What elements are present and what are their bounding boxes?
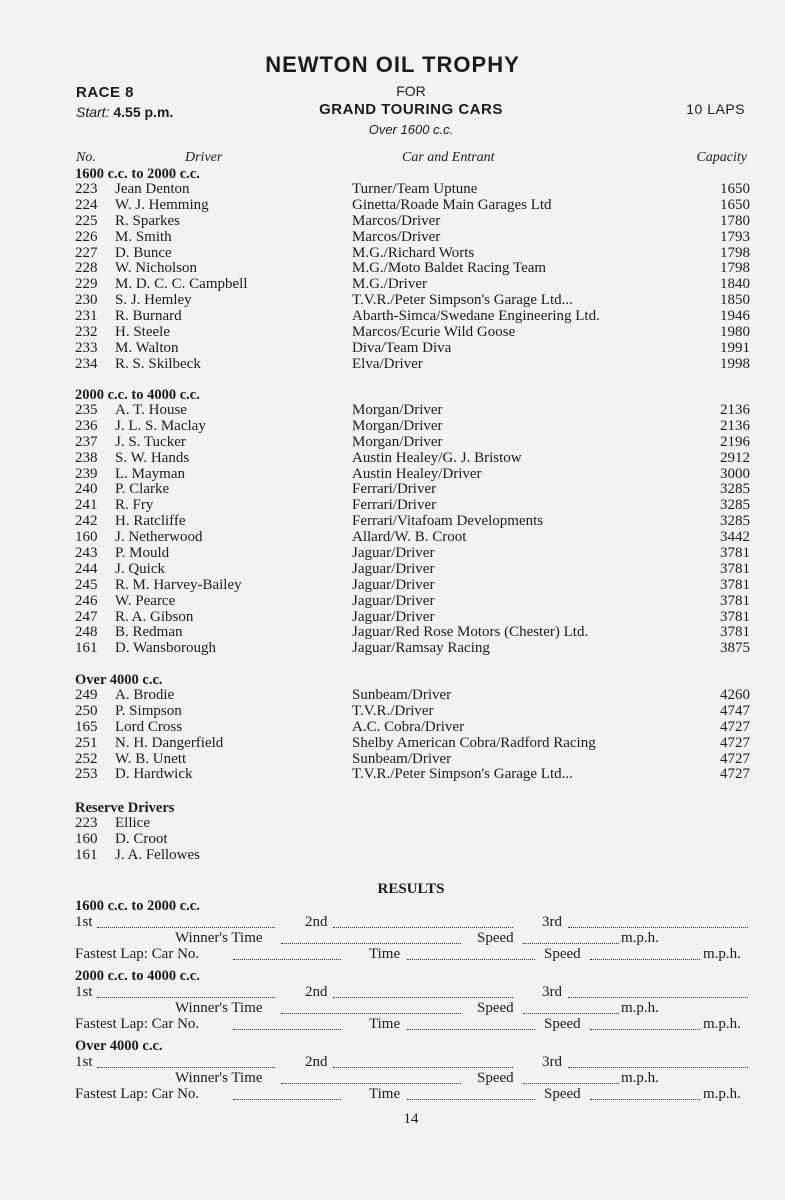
driver-name: W. B. Unett bbox=[115, 750, 187, 767]
fastest-lap-time-field[interactable] bbox=[407, 946, 535, 960]
driver-name: R. Fry bbox=[115, 497, 154, 514]
car-number: 233 bbox=[75, 339, 98, 356]
time-label: Time bbox=[369, 1086, 401, 1102]
driver-name: M. Walton bbox=[115, 339, 179, 356]
results-placings-line bbox=[75, 984, 750, 1000]
car-entrant: Jaguar/Driver bbox=[352, 592, 435, 609]
entry-row bbox=[75, 214, 750, 230]
car-number: 165 bbox=[75, 718, 98, 735]
car-number: 247 bbox=[75, 608, 98, 625]
car-entrant: M.G./Richard Worts bbox=[352, 244, 475, 261]
second-label: 2nd bbox=[305, 984, 328, 1000]
entry-row bbox=[75, 625, 750, 641]
entry-row bbox=[75, 482, 750, 498]
engine-capacity: 2196 bbox=[720, 433, 750, 450]
winners-time-label: Winner's Time bbox=[175, 1000, 263, 1016]
engine-capacity: 3285 bbox=[720, 497, 750, 514]
second-label: 2nd bbox=[305, 914, 328, 930]
entry-row bbox=[75, 688, 750, 704]
car-number: 239 bbox=[75, 465, 98, 482]
car-number: 223 bbox=[75, 815, 98, 831]
entry-row bbox=[75, 736, 750, 752]
entry-row bbox=[75, 610, 750, 626]
engine-capacity: 3781 bbox=[720, 592, 750, 609]
car-entrant: Turner/Team Uptune bbox=[352, 181, 478, 197]
entry-row bbox=[75, 641, 750, 657]
car-number: 230 bbox=[75, 292, 98, 309]
entry-row bbox=[75, 562, 750, 578]
results-class-title: 1600 c.c. to 2000 c.c. bbox=[75, 898, 200, 914]
driver-name: P. Simpson bbox=[115, 702, 182, 719]
engine-capacity: 3285 bbox=[720, 481, 750, 498]
fastest-lap-car-field[interactable] bbox=[233, 946, 341, 960]
second-place-field[interactable] bbox=[333, 914, 513, 928]
reserve-row bbox=[75, 832, 375, 848]
entry-row bbox=[75, 704, 750, 720]
mph-label: m.p.h. bbox=[703, 946, 741, 962]
driver-name: W. J. Hemming bbox=[115, 196, 209, 213]
results-placings-line bbox=[75, 914, 750, 930]
engine-capacity: 1980 bbox=[720, 324, 750, 341]
first-label: 1st bbox=[75, 914, 93, 930]
entry-row bbox=[75, 467, 750, 483]
engine-capacity: 1840 bbox=[720, 276, 750, 293]
speed-label: Speed bbox=[544, 1016, 581, 1032]
results-winner-line bbox=[75, 1000, 750, 1016]
car-number: 232 bbox=[75, 324, 98, 341]
results-winner-line bbox=[75, 1070, 750, 1086]
entry-row bbox=[75, 277, 750, 293]
winners-time-field[interactable] bbox=[281, 1000, 461, 1014]
car-number: 228 bbox=[75, 260, 98, 277]
column-header-car: Car and Entrant bbox=[402, 150, 495, 165]
results-winner-line bbox=[75, 930, 750, 946]
fastest-lap-car-field[interactable] bbox=[233, 1016, 341, 1030]
driver-name: D. Hardwick bbox=[115, 766, 193, 783]
driver-name: J. Netherwood bbox=[115, 529, 203, 546]
driver-name: A. T. House bbox=[115, 402, 187, 418]
entry-row bbox=[75, 419, 750, 435]
car-number: 229 bbox=[75, 276, 98, 293]
engine-capacity: 1998 bbox=[720, 355, 750, 372]
car-number: 248 bbox=[75, 624, 98, 641]
fastest-lap-label: Fastest Lap: Car No. bbox=[75, 1016, 200, 1032]
car-entrant: Ferrari/Driver bbox=[352, 497, 437, 514]
driver-name: P. Mould bbox=[115, 545, 170, 562]
car-number: 243 bbox=[75, 545, 98, 562]
for-label: FOR bbox=[396, 83, 426, 99]
engine-capacity: 3781 bbox=[720, 560, 750, 577]
engine-capacity: 3875 bbox=[720, 640, 750, 657]
driver-name: D. Croot bbox=[115, 830, 168, 847]
car-number: 245 bbox=[75, 576, 98, 593]
driver-name: R. Sparkes bbox=[115, 212, 180, 229]
car-entrant: Jaguar/Red Rose Motors (Chester) Ltd. bbox=[352, 624, 589, 641]
driver-name: B. Redman bbox=[115, 624, 183, 641]
car-entrant: Jaguar/Ramsay Racing bbox=[352, 640, 490, 657]
car-entrant: Sunbeam/Driver bbox=[352, 750, 452, 767]
entry-row bbox=[75, 182, 750, 198]
car-entrant: Jaguar/Driver bbox=[352, 576, 435, 593]
time-label: Time bbox=[369, 946, 401, 962]
car-number: 242 bbox=[75, 513, 98, 530]
entry-row bbox=[75, 498, 750, 514]
engine-capacity: 2136 bbox=[720, 402, 750, 418]
entry-row bbox=[75, 325, 750, 341]
entry-row bbox=[75, 546, 750, 562]
car-entrant: Jaguar/Driver bbox=[352, 545, 435, 562]
car-number: 235 bbox=[75, 402, 98, 418]
section-title: Over 4000 c.c. bbox=[75, 672, 163, 688]
reserve-title: Reserve Drivers bbox=[75, 800, 175, 816]
car-number: 224 bbox=[75, 196, 98, 213]
capacity-note: Over 1600 c.c. bbox=[368, 122, 454, 137]
car-entrant: M.G./Driver bbox=[352, 276, 427, 293]
car-number: 231 bbox=[75, 308, 98, 325]
winners-time-field[interactable] bbox=[281, 930, 461, 944]
results-placings-line bbox=[75, 1054, 750, 1070]
driver-name: Lord Cross bbox=[115, 718, 183, 735]
car-number: 240 bbox=[75, 481, 98, 498]
driver-name: Ellice bbox=[115, 815, 150, 831]
entry-row bbox=[75, 403, 750, 419]
third-label: 3rd bbox=[542, 984, 562, 1000]
engine-capacity: 1991 bbox=[720, 339, 750, 356]
engine-capacity: 4727 bbox=[720, 766, 750, 783]
driver-name: H. Ratcliffe bbox=[115, 513, 186, 530]
driver-name: S. W. Hands bbox=[115, 449, 190, 466]
car-entrant: Austin Healey/G. J. Bristow bbox=[352, 449, 522, 466]
driver-name: J. A. Fellowes bbox=[115, 846, 201, 863]
speed-label: Speed bbox=[477, 930, 514, 946]
speed-label: Speed bbox=[544, 946, 581, 962]
laps-count: 10 LAPS bbox=[686, 101, 745, 117]
car-entrant: Abarth-Simca/Swedane Engineering Ltd. bbox=[352, 308, 600, 325]
car-entrant: Morgan/Driver bbox=[352, 402, 443, 418]
results-block-over-4000 bbox=[75, 1038, 750, 1102]
engine-capacity: 3000 bbox=[720, 465, 750, 482]
results-fastest-lap-line bbox=[75, 946, 750, 962]
engine-capacity: 3781 bbox=[720, 576, 750, 593]
engine-capacity: 1650 bbox=[720, 196, 750, 213]
third-place-field[interactable] bbox=[568, 984, 748, 998]
first-place-field[interactable] bbox=[97, 1054, 275, 1068]
winner-speed-field[interactable] bbox=[523, 1000, 619, 1014]
fastest-lap-speed-field[interactable] bbox=[590, 1086, 700, 1100]
driver-name: A. Brodie bbox=[115, 687, 175, 703]
driver-name: W. Pearce bbox=[115, 592, 176, 609]
results-title: RESULTS bbox=[377, 881, 445, 897]
car-entrant: Ferrari/Vitafoam Developments bbox=[352, 513, 544, 530]
speed-label: Speed bbox=[544, 1086, 581, 1102]
driver-name: M. Smith bbox=[115, 228, 172, 245]
car-number: 223 bbox=[75, 181, 98, 197]
entry-row bbox=[75, 435, 750, 451]
engine-capacity: 3781 bbox=[720, 624, 750, 641]
driver-name: M. D. C. C. Campbell bbox=[115, 276, 248, 293]
car-entrant: A.C. Cobra/Driver bbox=[352, 718, 465, 735]
engine-capacity: 3781 bbox=[720, 608, 750, 625]
car-entrant: Ginetta/Roade Main Garages Ltd bbox=[352, 196, 552, 213]
entry-section-1600-2000 bbox=[75, 166, 750, 373]
driver-name: N. H. Dangerfield bbox=[115, 734, 224, 751]
entry-row bbox=[75, 230, 750, 246]
second-place-field[interactable] bbox=[333, 984, 513, 998]
section-title: 2000 c.c. to 4000 c.c. bbox=[75, 387, 200, 403]
car-entrant: Austin Healey/Driver bbox=[352, 465, 482, 482]
entry-row bbox=[75, 246, 750, 262]
car-entrant: Sunbeam/Driver bbox=[352, 687, 452, 703]
entry-row bbox=[75, 578, 750, 594]
entry-row bbox=[75, 261, 750, 277]
entry-row bbox=[75, 514, 750, 530]
car-number: 249 bbox=[75, 687, 98, 703]
time-label: Time bbox=[369, 1016, 401, 1032]
column-header-no: No. bbox=[76, 150, 96, 165]
column-header-capacity: Capacity bbox=[696, 150, 747, 165]
results-fastest-lap-line bbox=[75, 1016, 750, 1032]
car-number: 250 bbox=[75, 702, 98, 719]
entry-row bbox=[75, 341, 750, 357]
mph-label: m.p.h. bbox=[703, 1086, 741, 1102]
car-entrant: Marcos/Driver bbox=[352, 228, 441, 245]
fastest-lap-label: Fastest Lap: Car No. bbox=[75, 946, 200, 962]
race-class-name: GRAND TOURING CARS bbox=[319, 101, 503, 118]
car-entrant: Diva/Team Diva bbox=[352, 339, 452, 356]
entry-row bbox=[75, 451, 750, 467]
third-place-field[interactable] bbox=[568, 1054, 748, 1068]
start-time-value: 4.55 p.m. bbox=[113, 104, 174, 120]
entry-row bbox=[75, 594, 750, 610]
car-entrant: Marcos/Ecurie Wild Goose bbox=[352, 324, 516, 341]
reserve-drivers bbox=[75, 800, 375, 864]
driver-name: H. Steele bbox=[115, 324, 170, 341]
mph-label: m.p.h. bbox=[621, 1000, 659, 1016]
driver-name: S. J. Hemley bbox=[115, 292, 192, 309]
mph-label: m.p.h. bbox=[703, 1016, 741, 1032]
winners-time-label: Winner's Time bbox=[175, 930, 263, 946]
entry-row bbox=[75, 357, 750, 373]
second-label: 2nd bbox=[305, 1054, 328, 1070]
car-entrant: M.G./Moto Baldet Racing Team bbox=[352, 260, 547, 277]
first-place-field[interactable] bbox=[97, 984, 275, 998]
engine-capacity: 1946 bbox=[720, 308, 750, 325]
entry-row bbox=[75, 752, 750, 768]
car-entrant: Jaguar/Driver bbox=[352, 560, 435, 577]
race-number: RACE 8 bbox=[76, 84, 135, 101]
car-number: 244 bbox=[75, 560, 98, 577]
engine-capacity: 1798 bbox=[720, 244, 750, 261]
entry-row bbox=[75, 767, 750, 783]
mph-label: m.p.h. bbox=[621, 1070, 659, 1086]
driver-name: R. M. Harvey-Bailey bbox=[115, 576, 242, 593]
car-entrant: Ferrari/Driver bbox=[352, 481, 437, 498]
entry-section-2000-4000 bbox=[75, 387, 750, 657]
mph-label: m.p.h. bbox=[621, 930, 659, 946]
driver-name: R. Burnard bbox=[115, 308, 182, 325]
results-fastest-lap-line bbox=[75, 1086, 750, 1102]
second-place-field[interactable] bbox=[333, 1054, 513, 1068]
driver-name: J. L. S. Maclay bbox=[115, 417, 206, 434]
engine-capacity: 1850 bbox=[720, 292, 750, 309]
car-number: 237 bbox=[75, 433, 98, 450]
car-number: 160 bbox=[75, 830, 98, 847]
engine-capacity: 2912 bbox=[720, 449, 750, 466]
start-label: Start: bbox=[76, 104, 110, 120]
car-number: 253 bbox=[75, 766, 98, 783]
winner-speed-field[interactable] bbox=[523, 1070, 619, 1084]
page-title: NEWTON OIL TROPHY bbox=[265, 52, 520, 77]
car-number: 226 bbox=[75, 228, 98, 245]
car-entrant: T.V.R./Peter Simpson's Garage Ltd... bbox=[352, 292, 573, 309]
car-entrant: Shelby American Cobra/Radford Racing bbox=[352, 734, 596, 751]
results-block-1600-2000 bbox=[75, 898, 750, 962]
car-number: 227 bbox=[75, 244, 98, 261]
results-class-title: Over 4000 c.c. bbox=[75, 1038, 163, 1054]
results-block-2000-4000 bbox=[75, 968, 750, 1032]
driver-name: J. Quick bbox=[115, 560, 165, 577]
winner-speed-field[interactable] bbox=[523, 930, 619, 944]
first-label: 1st bbox=[75, 1054, 93, 1070]
results-class-title: 2000 c.c. to 4000 c.c. bbox=[75, 968, 200, 984]
page-number: 14 bbox=[403, 1111, 419, 1127]
engine-capacity: 4747 bbox=[720, 702, 750, 719]
car-number: 161 bbox=[75, 640, 98, 657]
car-entrant: Elva/Driver bbox=[352, 355, 423, 372]
entry-row bbox=[75, 720, 750, 736]
driver-name: D. Wansborough bbox=[115, 640, 217, 657]
car-number: 160 bbox=[75, 529, 98, 546]
engine-capacity: 1650 bbox=[720, 181, 750, 197]
engine-capacity: 3781 bbox=[720, 545, 750, 562]
engine-capacity: 3442 bbox=[720, 529, 750, 546]
speed-label: Speed bbox=[477, 1070, 514, 1086]
engine-capacity: 4727 bbox=[720, 734, 750, 751]
first-label: 1st bbox=[75, 984, 93, 1000]
entry-row bbox=[75, 198, 750, 214]
winners-time-label: Winner's Time bbox=[175, 1070, 263, 1086]
car-number: 161 bbox=[75, 846, 98, 863]
driver-name: P. Clarke bbox=[115, 481, 170, 498]
fastest-lap-car-field[interactable] bbox=[233, 1086, 341, 1100]
car-entrant: Allard/W. B. Croot bbox=[352, 529, 467, 546]
fastest-lap-time-field[interactable] bbox=[407, 1016, 535, 1030]
entry-row bbox=[75, 309, 750, 325]
reserve-row bbox=[75, 816, 375, 832]
first-place-field[interactable] bbox=[97, 914, 275, 928]
engine-capacity: 1793 bbox=[720, 228, 750, 245]
reserve-row bbox=[75, 848, 375, 864]
fastest-lap-speed-field[interactable] bbox=[590, 1016, 700, 1030]
driver-name: W. Nicholson bbox=[115, 260, 197, 277]
engine-capacity: 1780 bbox=[720, 212, 750, 229]
engine-capacity: 3285 bbox=[720, 513, 750, 530]
third-place-field[interactable] bbox=[568, 914, 748, 928]
car-entrant: Morgan/Driver bbox=[352, 433, 443, 450]
car-entrant: Morgan/Driver bbox=[352, 417, 443, 434]
fastest-lap-label: Fastest Lap: Car No. bbox=[75, 1086, 200, 1102]
fastest-lap-time-field[interactable] bbox=[407, 1086, 535, 1100]
entry-row bbox=[75, 293, 750, 309]
third-label: 3rd bbox=[542, 1054, 562, 1070]
engine-capacity: 1798 bbox=[720, 260, 750, 277]
car-number: 236 bbox=[75, 417, 98, 434]
third-label: 3rd bbox=[542, 914, 562, 930]
winners-time-field[interactable] bbox=[281, 1070, 461, 1084]
car-number: 234 bbox=[75, 355, 98, 372]
car-number: 238 bbox=[75, 449, 98, 466]
speed-label: Speed bbox=[477, 1000, 514, 1016]
driver-name: Jean Denton bbox=[115, 181, 190, 197]
car-number: 246 bbox=[75, 592, 98, 609]
driver-name: D. Bunce bbox=[115, 244, 172, 261]
car-entrant: Jaguar/Driver bbox=[352, 608, 435, 625]
car-entrant: Marcos/Driver bbox=[352, 212, 441, 229]
driver-name: R. S. Skilbeck bbox=[115, 355, 201, 372]
engine-capacity: 4727 bbox=[720, 750, 750, 767]
column-header-driver: Driver bbox=[185, 150, 223, 165]
driver-name: J. S. Tucker bbox=[115, 433, 186, 450]
car-number: 252 bbox=[75, 750, 98, 767]
section-title: 1600 c.c. to 2000 c.c. bbox=[75, 166, 200, 182]
entry-section-over-4000 bbox=[75, 672, 750, 783]
fastest-lap-speed-field[interactable] bbox=[590, 946, 700, 960]
engine-capacity: 4727 bbox=[720, 718, 750, 735]
driver-name: R. A. Gibson bbox=[115, 608, 194, 625]
car-number: 241 bbox=[75, 497, 98, 514]
car-number: 225 bbox=[75, 212, 98, 229]
car-entrant: T.V.R./Peter Simpson's Garage Ltd... bbox=[352, 766, 573, 783]
engine-capacity: 4260 bbox=[720, 687, 750, 703]
entry-row bbox=[75, 530, 750, 546]
engine-capacity: 2136 bbox=[720, 417, 750, 434]
driver-name: L. Mayman bbox=[115, 465, 185, 482]
car-entrant: T.V.R./Driver bbox=[352, 702, 434, 719]
car-number: 251 bbox=[75, 734, 98, 751]
